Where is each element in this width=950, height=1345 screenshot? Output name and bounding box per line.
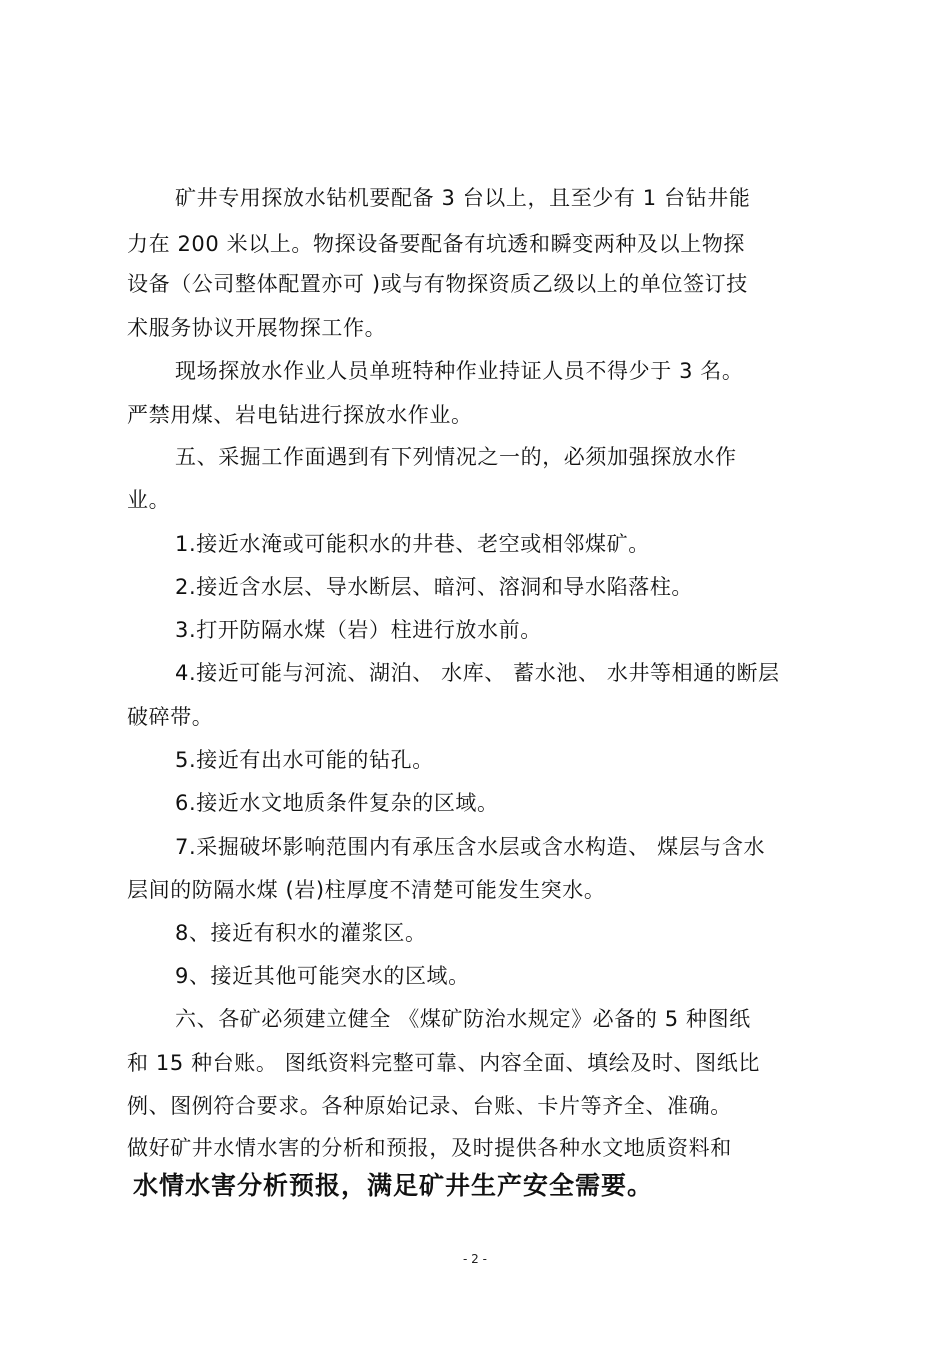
- text-line: 做好矿井水情水害的分析和预报，及时提供各种水文地质资料和: [127, 1136, 732, 1160]
- text-line: 矿井专用探放水钻机要配备 3 台以上，且至少有 1 台钻井能: [175, 186, 751, 210]
- text-line: 五、采掘工作面遇到有下列情况之一的，必须加强探放水作: [175, 445, 737, 469]
- text-line: 业。: [127, 488, 171, 512]
- list-item: 9、接近其他可能突水的区域。: [175, 964, 470, 988]
- list-item: 1.接近水淹或可能积水的井巷、老空或相邻煤矿。: [175, 532, 650, 556]
- text-line: 力在 200 米以上。物探设备要配备有坑透和瞬变两种及以上物探: [127, 232, 746, 256]
- text-line: 例、图例符合要求。各种原始记录、台账、卡片等齐全、准确。: [127, 1094, 732, 1118]
- list-item: 2.接近含水层、导水断层、暗河、溶洞和导水陷落柱。: [175, 575, 694, 599]
- text-line: 六、各矿必须建立健全 《煤矿防治水规定》必备的 5 种图纸: [175, 1007, 751, 1031]
- list-item: 5.接近有出水可能的钻孔。: [175, 748, 434, 772]
- list-item: 6.接近水文地质条件复杂的区域。: [175, 791, 499, 815]
- list-item: 8、接近有积水的灌浆区。: [175, 921, 427, 945]
- page-number: - 2 -: [463, 1252, 487, 1266]
- text-line: 破碎带。: [127, 705, 214, 729]
- text-line: 和 15 种台账。 图纸资料完整可靠、内容全面、填绘及时、图纸比: [127, 1051, 760, 1075]
- text-line: 水情水害分析预报，满足矿井生产安全需要。: [133, 1171, 654, 1200]
- list-item: 7.采掘破坏影响范围内有承压含水层或含水构造、 煤层与含水: [175, 835, 766, 859]
- text-line: 现场探放水作业人员单班特种作业持证人员不得少于 3 名。: [175, 359, 744, 383]
- text-line: 严禁用煤、岩电钻进行探放水作业。: [127, 403, 473, 427]
- list-item: 4.接近可能与河流、湖泊、 水库、 蓄水池、 水井等相通的断层: [175, 661, 780, 685]
- text-line: 层间的防隔水煤 (岩)柱厚度不清楚可能发生突水。: [127, 878, 606, 902]
- text-line: 设备（公司整体配置亦可 )或与有物探资质乙级以上的单位签订技: [127, 272, 748, 296]
- text-line: 术服务协议开展物探工作。: [127, 316, 387, 340]
- list-item: 3.打开防隔水煤（岩）柱进行放水前。: [175, 618, 542, 642]
